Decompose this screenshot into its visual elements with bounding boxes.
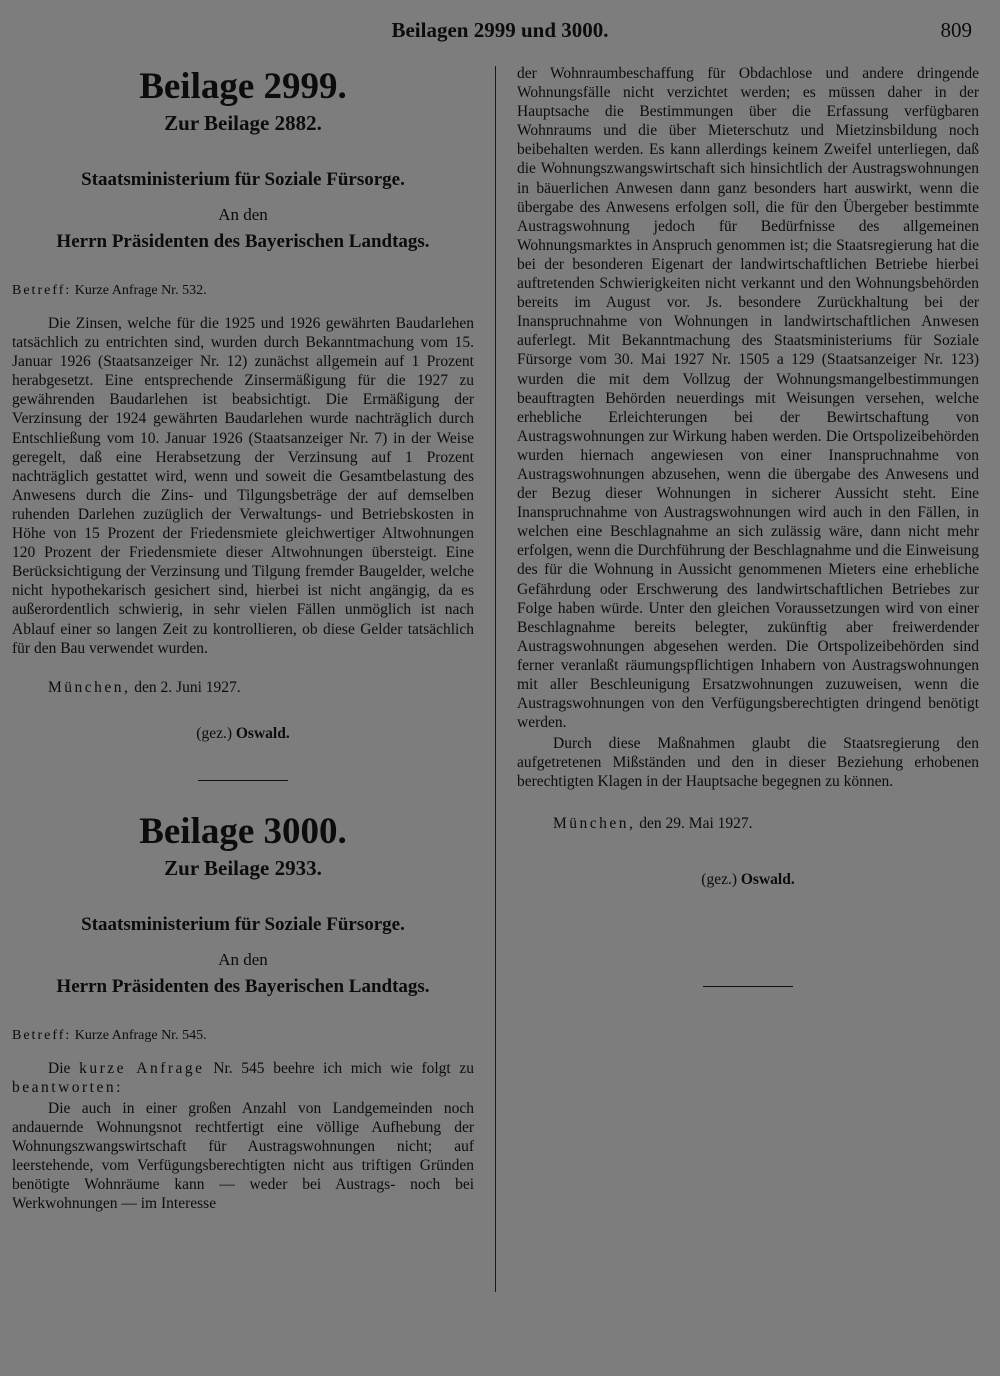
beilage-2999-betreff: [12, 282, 474, 300]
right-column: [517, 62, 979, 987]
intro-spaced-term: kurze Anfrage: [79, 1059, 205, 1077]
running-head: [0, 18, 1000, 48]
beilage-3000-place-date: [517, 814, 979, 834]
signature-name: Oswald.: [740, 870, 795, 888]
beilage-2999-ministry: Staatsministerium für Soziale Fürsorge.: [81, 169, 405, 190]
beilage-3000-betreff: [12, 1027, 474, 1045]
intro-word: Die: [48, 1059, 71, 1077]
beilage-3000-body-left: Die auch in einer großen Anzahl von Landgemeinden noch andauernde Wohnungsnot rechtfertigt eine völlige Aufhebung der Wohnungszwangswirtschaft für Austragswohnungen nicht; auf leerstehende, vom Verfügungsberechtigten nicht aus triftigen Gründen benötigte Wohnräume kann — weder bei Austrags- noch bei Werkwohnungen — im Interesse: [12, 1099, 474, 1213]
running-title: Beilagen 2999 und 3000.: [391, 18, 609, 42]
beilage-3000: [12, 811, 474, 1214]
beilage-2999-title: Beilage 2999.: [139, 66, 347, 107]
signature-name: Oswald.: [235, 724, 290, 742]
beilage-3000-ministry: Staatsministerium für Soziale Fürsorge.: [81, 913, 405, 935]
section-divider: [198, 780, 288, 781]
beilage-3000-title: Beilage 3000.: [139, 810, 347, 852]
beilage-3000-signature: [517, 870, 979, 890]
beilage-2999-reference: Zur Beilage 2882.: [164, 111, 322, 135]
signature-prefix: (gez.): [196, 724, 232, 742]
intro-text: Nr. 545 beehre ich mich wie folgt zu: [213, 1059, 475, 1077]
intro-spaced-verb: beantworten:: [12, 1078, 123, 1096]
date: den 2. Juni 1927.: [134, 678, 241, 696]
beilage-3000-an-den: An den: [218, 949, 268, 969]
place: München,: [553, 814, 636, 832]
betreff-text: Kurze Anfrage Nr. 545.: [74, 1027, 207, 1043]
beilage-2999-signature: [12, 724, 474, 744]
beilage-2999-an-den: An den: [218, 205, 268, 224]
betreff-label: Betreff:: [12, 283, 72, 298]
beilage-3000-reference: Zur Beilage 2933.: [164, 855, 322, 880]
beilage-2999-body: Die Zinsen, welche für die 1925 und 1926 gewährten Baudarlehen tatsächlich zu entrichten sind, wurden durch Bekanntmachung vom 15. Januar 1926 (Staatsanzeiger Nr. 12) zunächst allgemein auf 1 Prozent herabgesetzt. Eine entsprechende Zinsermäßigung für die 1927 zu gewährenden Baudarlehen ist beabsichtigt. Die Ermäßigung der Verzinsung der 1924 gewährten Baudarlehen wurde nachträglich durch Entschließung vom 10. Januar 1926 (Staatsanzeiger Nr. 7) in der Weise geregelt, daß eine Herabsetzung der Verzinsung auf 1 Prozent nachträglich gestattet wird, wenn und soweit die Gesamtbelastung des Anwesens durch die Zins- und Tilgungsbeträge der auf demselben ruhenden Darlehen zuzüglich der Verwaltungs- und Betriebskosten in Höhe von 15 Prozent der Friedensmiete gleichwertiger Altwohnungen 120 Prozent der Friedensmiete dieser Altwohnungen übersteigt. Eine Berücksichtigung der Verzinsung und Tilgung fremder Baugelder, welche nicht hypothekarisch gesichert sind, hierbei ist nicht angängig, da es außerordentlich schwierig, in sehr vielen Fällen unmöglich ist nach Ablauf einer so langen Zeit zu kontrollieren, ob diese Gelder tatsächlich für den Bau verwendet wurden.: [12, 315, 474, 657]
betreff-text: Kurze Anfrage Nr. 532.: [74, 283, 207, 298]
signature-prefix: (gez.): [701, 870, 737, 888]
column-divider: [495, 66, 496, 1292]
beilage-2999: [12, 66, 474, 744]
end-divider: [703, 986, 793, 987]
beilage-3000-addressee: Herrn Präsidenten des Bayerischen Landtags.: [56, 975, 430, 997]
beilage-3000-intro: [12, 1059, 474, 1097]
beilage-2999-place-date: [12, 678, 474, 698]
beilage-3000-body-right: der Wohnraumbeschaffung für Obdachlose und andere dringende Wohnungsfälle nicht verzichtet werden; es müssen daher in der Hauptsache die Bestimmungen über die Erfassung verfügbaren Wohnraums und die über Mieterschutz und Mietzinsbildung noch beibehalten werden. Es kann allerdings keinem Zweifel unterliegen, daß die Wohnungszwangswirtschaft sich hinsichtlich der Austragswohnungen in bäuerlichen Anwesen dann ganz besonders hart auswirkt, wenn die übergabe des Anwesens erfolgen soll, die für den Übergeber bestimmte Austragswohnung jedoch für Bedürfnisse des allgemeinen Wohnungsmarktes in Anspruch genommen ist; die Staatsregierung hat die bei der besonderen Eigenart der landwirtschaftlichen Betriebe hierbei auftretenden Schwierigkeiten nicht verkannt und den Wohnungsbehörden bereits im August vor. Js. besondere Zurückhaltung bei der Inanspruchnahme von Wohnungen in landwirtschaftlichen Anwesen auferlegt. Mit Bekanntmachung des Staatsministeriums für Soziale Fürsorge vom 30. Mai 1927 Nr. 1505 a 129 (Staatsanzeiger Nr. 123) wurden die mit dem Vollzug der Wohnungsmangelbestimmungen beauftragten Behörden neuerdings mit Weisungen versehen, welche erhebliche Erleichterungen bei der Bewirtschaftung von Austragswohnungen zur Wirkung haben werden. Die Ortspolizeibehörden wurden hiernach angewiesen von einer Inanspruchnahme von Austragswohnungen abzusehen, wenn die übergabe des Anwesens und der Bezug dieser Wohnungen in sicherer Aussicht steht. Eine Inanspruchnahme von Austragswohnungen wird auch in den Fällen, in welchen eine Beschlagnahme an sich zulässig wäre, dann nicht mehr erfolgen, wenn die Durchführung der Beschlagnahme und die Einweisung des für die Wohnung in Aussicht genommenen Mieters eine erhebliche Gefährdung oder Erschwerung des landwirtschaftlichen Betriebes zur Folge haben würde. Unter den gleichen Voraussetzungen wird von einer Beschlagnahme bereits belegter, zukünftig aber freiwerdender Austragswohnungen abgesehen werden. Die Ortspolizeibehörden sind ferner veranlaßt räumungspflichtigen Inhabern von Austragswohnungen mit aller Beschleunigung Ersatzwohnungen zuzuweisen, wenn die Austragswohnungen von den Verfügungsberechtigten dringend benötigt werden.: [517, 65, 979, 732]
page-number: 809: [940, 18, 972, 42]
beilage-3000-body-closing: Durch diese Maßnahmen glaubt die Staatsregierung den aufgetretenen Mißständen und den in dieser Beziehung erhobenen berechtigten Klagen in der Hauptsache begegnen zu können.: [517, 735, 979, 791]
left-column: [12, 62, 474, 1213]
beilage-2999-addressee: Herrn Präsidenten des Bayerischen Landtags.: [56, 231, 430, 252]
betreff-label: Betreff:: [12, 1027, 72, 1043]
place: München,: [48, 678, 131, 696]
date: den 29. Mai 1927.: [639, 814, 753, 832]
